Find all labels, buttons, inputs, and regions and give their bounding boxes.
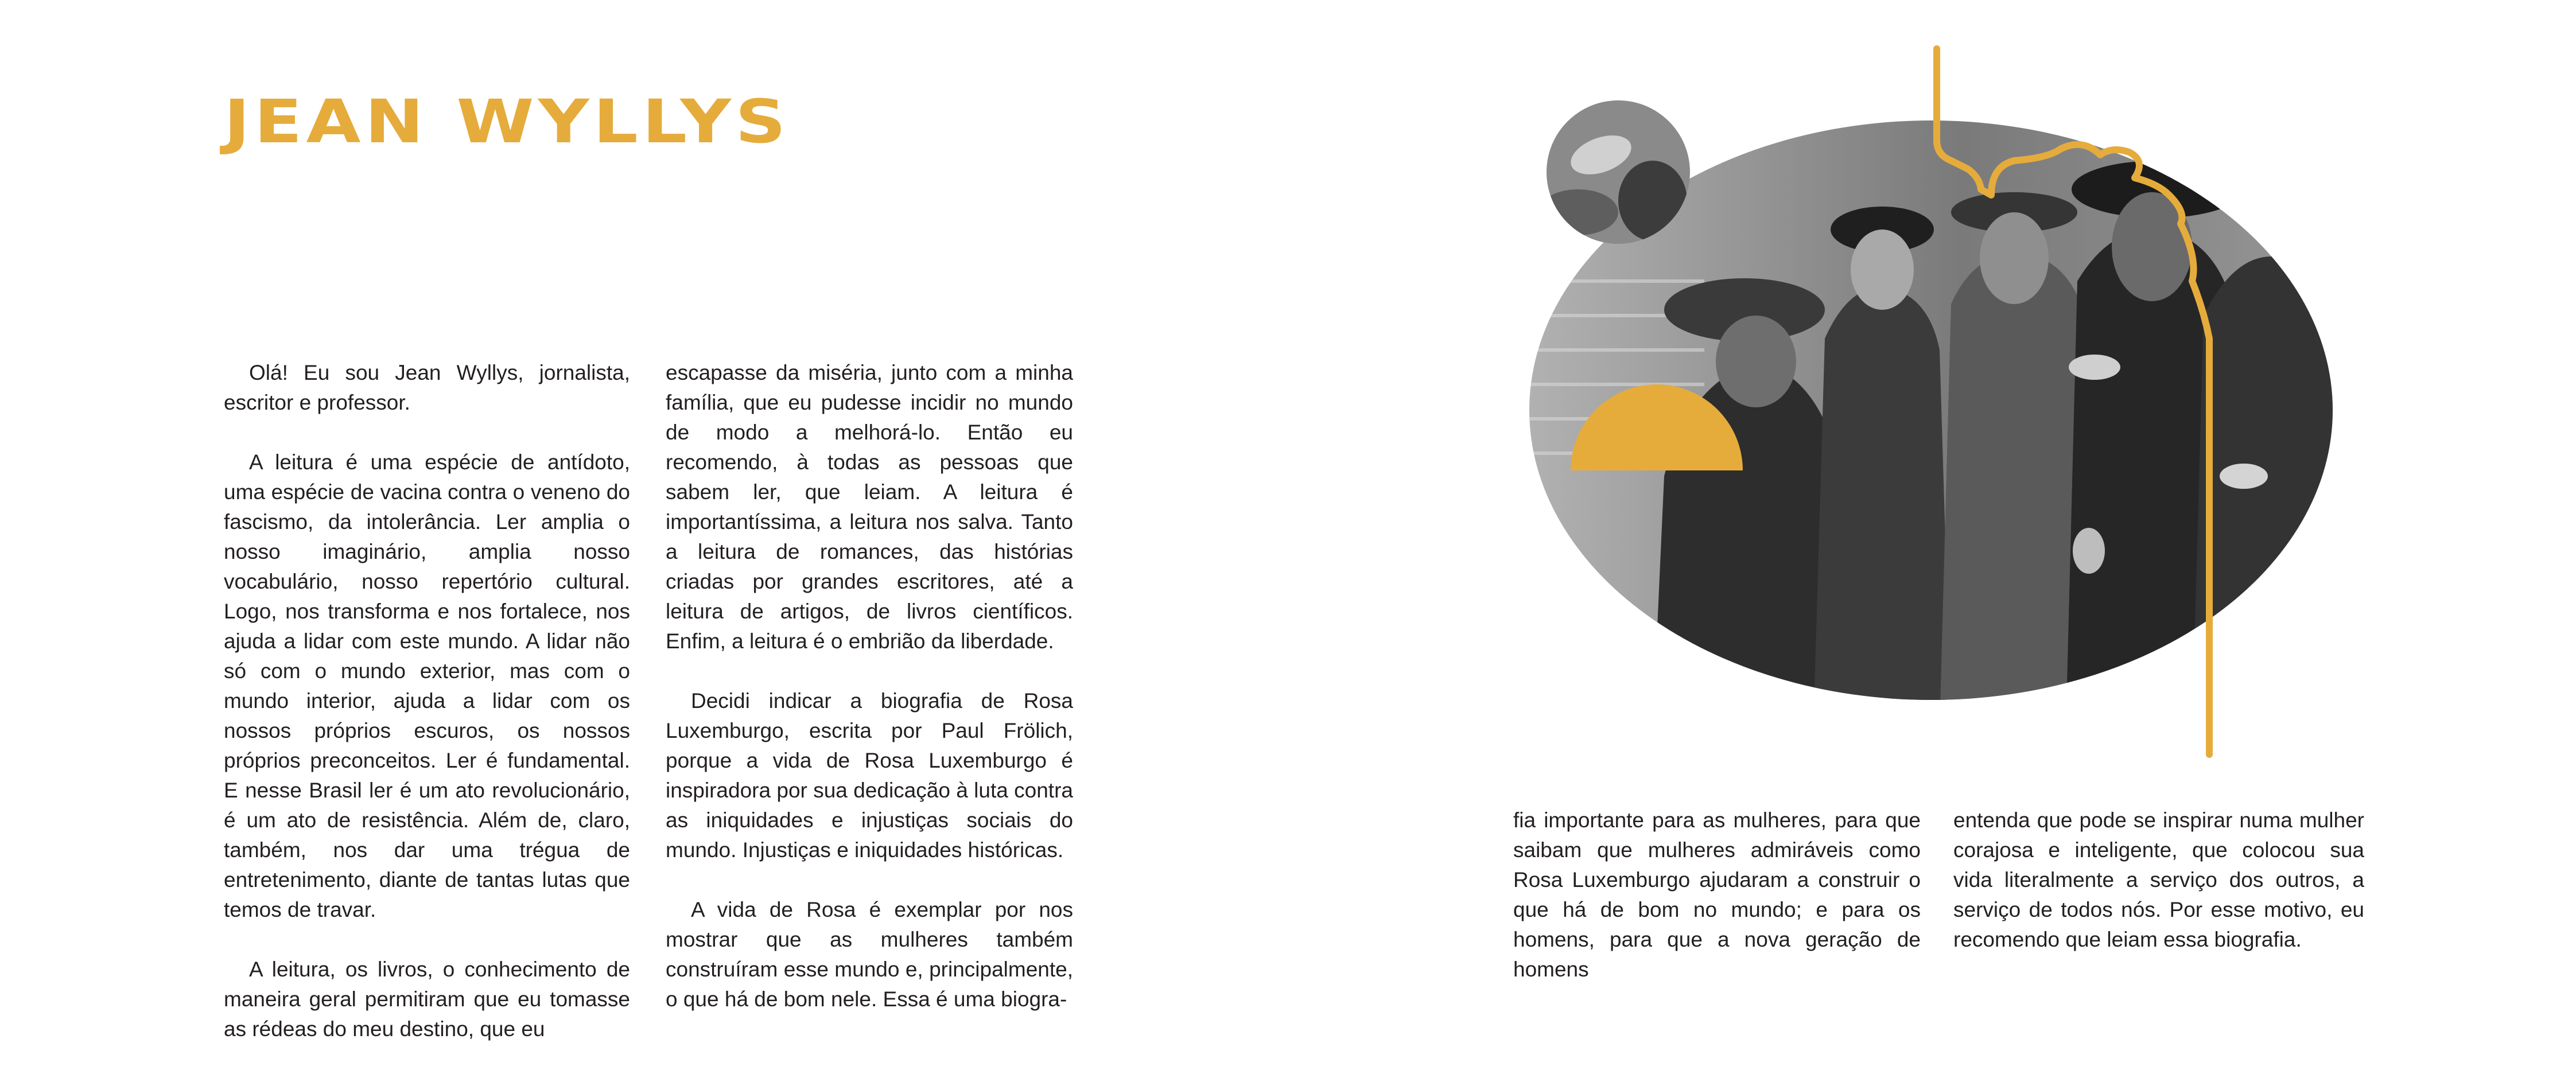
page-title: JEAN WYLLYS	[224, 87, 790, 157]
text-column-3	[1513, 776, 1921, 1014]
paragraph: entenda que pode se inspirar numa mulher corajosa e inteligente, que colocou sua vida literalmente a serviço dos outros, a serviço de todos nós. Por esse motivo, eu recomendo que leiam essa biografia.	[1953, 808, 2364, 951]
paragraph: A leitura é uma espécie de antídoto, uma espécie de vacina contra o veneno do fascismo, da intolerância. Ler amplia o nosso imaginário, amplia nosso vocabulário, nosso repertório cultural. Logo, nos transforma e nos fortalece, nos ajuda a lidar com este mundo. A lidar não só com o mundo exterior, mas com o mundo interior, ajuda a lidar com os nossos próprios escuros, os nossos próprios preconceitos. Ler é fundamental. E nesse Brasil ler é um ato revolucionário, é um ato de resistência. Além de, claro, também, nos dar uma trégua de entretenimento, diante de tantas lutas que temos de travar.	[224, 450, 630, 921]
paragraph: Olá! Eu sou Jean Wyllys, jornalista, escritor e professor.	[224, 361, 630, 414]
text-column-2	[666, 328, 1073, 1044]
text-column-4	[1953, 776, 2364, 984]
paragraph: A leitura, os livros, o conhecimento de maneira geral permitiram que eu tomasse as rédeas do meu destino, que eu	[224, 958, 630, 1041]
text-column-1	[224, 328, 630, 1074]
paragraph: escapasse da miséria, junto com a minha família, que eu pudesse incidir no mundo de modo a melhorá-lo. Então eu recomendo, à todas as pessoas que sabem ler, que leiam. A leitura é importantíssima, a leitura nos salva. Tanto a leitura de romances, das histórias criadas por grandes escritores, até a leitura de artigos, de livros científicos. Enfim, a leitura é o embrião da liberdade.	[666, 361, 1073, 653]
paragraph: fia importante para as mulheres, para que saibam que mulheres admiráveis como Rosa Luxemburgo ajudaram a construir o que há de bom no mundo; e para os homens, para que a nova geração de homens	[1513, 808, 1921, 981]
paragraph: Decidi indicar a biografia de Rosa Luxemburgo, escrita por Paul Frölich, porque a vida de Rosa Luxemburgo é inspiradora por sua dedicação à luta contra as iniquidades e injustiças sociais do mundo. Injustiças e iniquidades históricas.	[666, 689, 1073, 862]
paragraph: A vida de Rosa é exemplar por nos mostrar que as mulheres também construíram esse mundo e, principalmente, o que há de bom nele. Essa é uma biogra-	[666, 898, 1073, 1011]
historical-photo	[1515, 40, 2410, 775]
photo-collage	[1515, 40, 2410, 775]
